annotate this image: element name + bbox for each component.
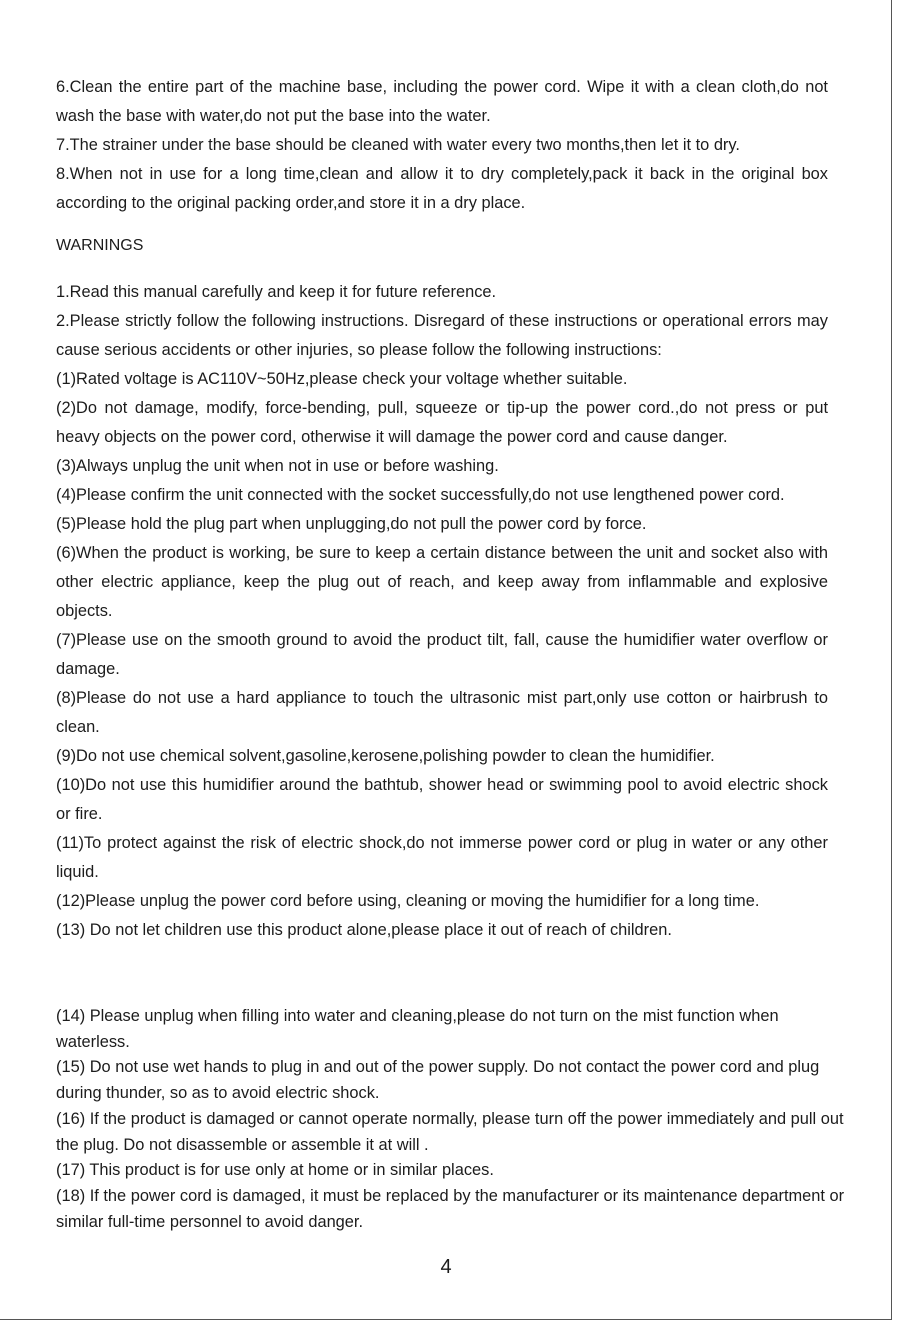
cleaning-step-6: 6.Clean the entire part of the machine base, including the power cord. Wipe it with a clean cloth,do not wash the base with water,do not put the base into the water. [56, 78, 828, 125]
warning-item: (10)Do not use this humidifier around the bathtub, shower head or swimming pool to avoid electric shock or fire. [56, 776, 828, 823]
page-number: 4 [440, 1256, 452, 1278]
warning-item: (2)Do not damage, modify, force-bending, pull, squeeze or tip-up the power cord.,do not press or put heavy objects on the power cord, otherwise it will damage the power cord and cause danger. [56, 399, 828, 446]
warning-item: (15) Do not use wet hands to plug in and out of the power supply. Do not contact the power cord and plug during thunder, so as to avoid electric shock. [56, 1058, 820, 1103]
warning-item: (12)Please unplug the power cord before using, cleaning or moving the humidifier for a long time. [56, 892, 760, 910]
warning-item: (17) This product is for use only at home or in similar places. [56, 1161, 494, 1180]
warnings-heading-block [56, 231, 828, 260]
warning-item: (7)Please use on the smooth ground to avoid the product tilt, fall, cause the humidifier water overflow or damage. [56, 631, 828, 678]
warnings-list [56, 278, 828, 945]
warning-item: 2.Please strictly follow the following instructions. Disregard of these instructions or operational errors may cause serious accidents or other injuries, so please follow the following instructions: [56, 312, 828, 359]
warning-item: (3)Always unplug the unit when not in use or before washing. [56, 457, 499, 475]
warning-item: 1.Read this manual carefully and keep it for future reference. [56, 283, 497, 301]
warning-item: (1)Rated voltage is AC110V~50Hz,please check your voltage whether suitable. [56, 370, 628, 388]
warnings-heading: WARNINGS [56, 237, 144, 254]
warning-item: (8)Please do not use a hard appliance to touch the ultrasonic mist part,only use cotton or hairbrush to clean. [56, 689, 828, 736]
cleaning-instructions [56, 73, 828, 218]
warning-item: (14) Please unplug when filling into water and cleaning,please do not turn on the mist function when waterless. [56, 1007, 779, 1051]
warning-item: (18) If the power cord is damaged, it must be replaced by the manufacturer or its maintenance department or similar full-time personnel to avoid danger. [56, 1186, 845, 1231]
warning-item: (6)When the product is working, be sure to keep a certain distance between the unit and socket also with other electric appliance, keep the plug out of reach, and keep away from inflammable and explosive objects. [56, 544, 828, 620]
warning-item: (16) If the product is damaged or cannot operate normally, please turn off the power immediately and pull out the plug. Do not disassemble or assemble it at will . [56, 1109, 844, 1154]
warning-item: (4)Please confirm the unit connected with the socket successfully,do not use lengthened power cord. [56, 486, 785, 504]
cleaning-step-7: 7.The strainer under the base should be cleaned with water every two months,then let it to dry. [56, 136, 740, 154]
warning-item: (11)To protect against the risk of electric shock,do not immerse power cord or plug in water or any other liquid. [56, 834, 828, 881]
cleaning-step-8: 8.When not in use for a long time,clean and allow it to dry completely,pack it back in the original box according to the original packing order,and store it in a dry place. [56, 165, 828, 212]
warning-item: (5)Please hold the plug part when unplugging,do not pull the power cord by force. [56, 515, 647, 533]
warning-item: (9)Do not use chemical solvent,gasoline,kerosene,polishing powder to clean the humidifier. [56, 747, 715, 765]
warnings-list-continued [56, 1004, 846, 1235]
warning-item: (13) Do not let children use this product alone,please place it out of reach of children. [56, 921, 672, 939]
